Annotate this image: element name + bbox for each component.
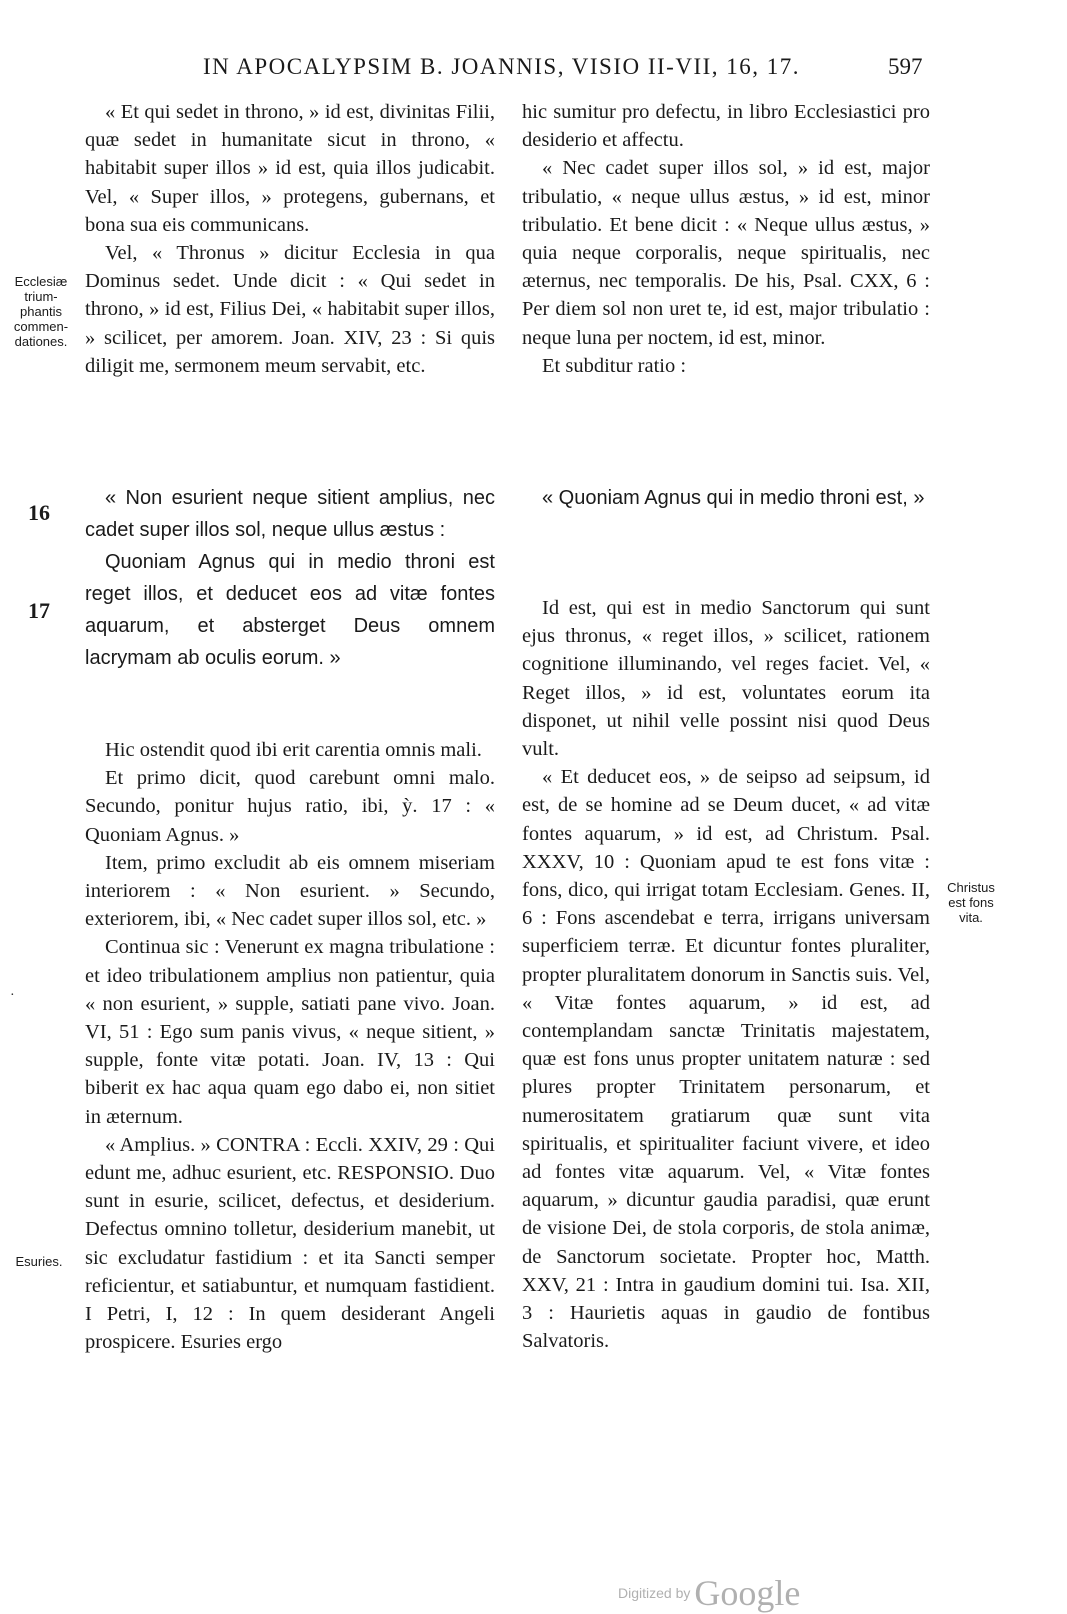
verse-number-16: 16 [28, 500, 50, 525]
paragraph: Hic ostendit quod ibi erit carentia omnis mali. [105, 739, 482, 761]
right-column-top [522, 98, 930, 380]
margin-note-ecclesiae: Ecclesiæ trium-phantis commen-dationes. [13, 274, 69, 349]
quote-text: « Quoniam Agnus qui in medio throni est, » [542, 487, 925, 509]
paragraph: Et primo dicit, quod carebunt omni malo. Secundo, ponitur hujus ratio, ibi, ỳ. 17 : « Quoniam Agnus. » [85, 767, 495, 846]
paragraph: Id est, qui est in medio Sanctorum qui sunt ejus thronus, « reget illos, » scilicet, rationem cognitione illuminando, vel reges faciet. Vel, « Reget illos, » id est, voluntates eorum ita disponet, ut nihil velle possint nisi quod Deus vult. [522, 597, 930, 761]
paragraph: hic sumitur pro defectu, in libro Ecclesiastici pro desiderio et affectu. [522, 101, 930, 152]
left-column-bottom [85, 736, 495, 1356]
running-title: IN APOCALYPSIM B. JOANNIS, VISIO II-VII, 16, 17. [203, 54, 801, 79]
paragraph: « Et qui sedet in throno, » id est, divinitas Filii, quæ sedet in humanitate sicut in throno, « habitabit super illos » id est, quia illos judicabit. Vel, « Super illos, » protegens, gubernans, et bona sua eis communicans. [85, 101, 495, 236]
verse-17-text: Quoniam Agnus qui in medio throni est reget illos, et deducet eos ad vitæ fontes aquarum, et absterget Deus omnem lacrymam ab oculis eorum. » [85, 551, 495, 669]
paragraph: Continua sic : Venerunt ex magna tribulatione : et ideo tribulationem amplius non patientur, quia « non esurient, » supple, satiati pane vivo. Joan. VI, 51 : Ego sum panis vivus, « neque sitient, » supple, fonte vitæ potati. Joan. IV, 13 : Qui biberit ex hac aqua quam ego dabo ei, non sitiet in æternum. [85, 936, 495, 1128]
margin-note-esuries: Esuries. [15, 1254, 63, 1269]
page-number: 597 [888, 54, 923, 79]
margin-note-christus: Christus est fons vita. [947, 880, 995, 925]
page-header [0, 54, 1067, 94]
scripture-quote [522, 482, 930, 514]
right-column-bottom [522, 594, 930, 1355]
paragraph: Et subditur ratio : [542, 354, 687, 377]
scripture-text [85, 482, 495, 674]
paragraph: Vel, « Thronus » dicitur Ecclesia in qua Dominus sedet. Unde dicit : « Qui sedet in throno, » id est, Filius Dei, « habitabit super illos, » scilicet, per amorem. Joan. XIV, 23 : Si quis diligit me, sermonem meum servabit, etc. [85, 242, 495, 377]
verse-16-text: « Non esurient neque sitient amplius, nec cadet super illos sol, neque ullus æstus : [85, 487, 495, 541]
paragraph: « Et deducet eos, » de seipso ad seipsum, id est, de se homine ad se Deum ducet, « ad vitæ fontes aquarum, » id est, ad Christum. Psal. XXXV, 10 : Quoniam apud te est fons vitæ : fons, dico, qui irrigat totam Ecclesiam. Genes. II, 6 : Fons ascendebat e terra, irrigans universam superficiem terræ. Et dicuntur fontes pluraliter, propter pluralitatem donorum in Sanctis suis. Vel, « Vitæ fontes aquarum, » id est, ad contemplandam sanctæ Trinitatis majestatem, quæ est fons unus propter unitatem naturæ : sed plures propter Trinitatem personarum, et numerositatem gratiarum quæ sunt vita spiritualis, et spiritualiter faciunt vivere, et ideo ad fontes vitæ aquarum. Vel, « Vitæ fontes aquarum, » dicuntur gaudia paradisi, quæ erunt de visione Dei, de stola corporis, de stola animæ, de Sanctorum societate. Propter hoc, Matth. XXV, 21 : Intra in gaudium domini tui. Isa. XII, 3 : Haurietis aquas in gaudio de fontibus Salvatoris. [522, 766, 930, 1353]
digitized-by-watermark [618, 1572, 868, 1612]
google-logo: Google [694, 1573, 801, 1613]
verse-number-17: 17 [28, 598, 50, 623]
left-column-top [85, 98, 495, 380]
paragraph: « Nec cadet super illos sol, » id est, major tribulatio, « neque ullus æstus, » id est, minor tribulatio. Et bene dicit : « Neque ullus æstus, » quia neque corporalis, neque spiritualis, nec æternus, nec temporalis. De his, Psal. CXX, 6 : Per diem sol non uret te, id est, major tribulatio : neque luna per noctem, id est, minor. [522, 157, 930, 349]
digitized-label: Digitized by [618, 1585, 691, 1601]
paragraph: Item, primo excludit ab eis omnem miseriam interiorem : « Non esurient. » Secundo, exteriorem, ibi, « Nec cadet super illos sol, etc. » [85, 851, 495, 931]
paragraph: « Amplius. » CONTRA : Eccli. XXIV, 29 : Qui edunt me, adhuc esurient, etc. RESPONSIO. Duo sunt in esurie, scilicet, defectus, et desiderium. Defectus omnino tolletur, desiderium manebit, ut sic excludatur fastidium : et ita Sancti semper reficientur, et satiabuntur, et numquam fastidient. I Petri, I, 12 : In quem desiderant Angeli prospicere. Esuries ergo [85, 1133, 495, 1354]
